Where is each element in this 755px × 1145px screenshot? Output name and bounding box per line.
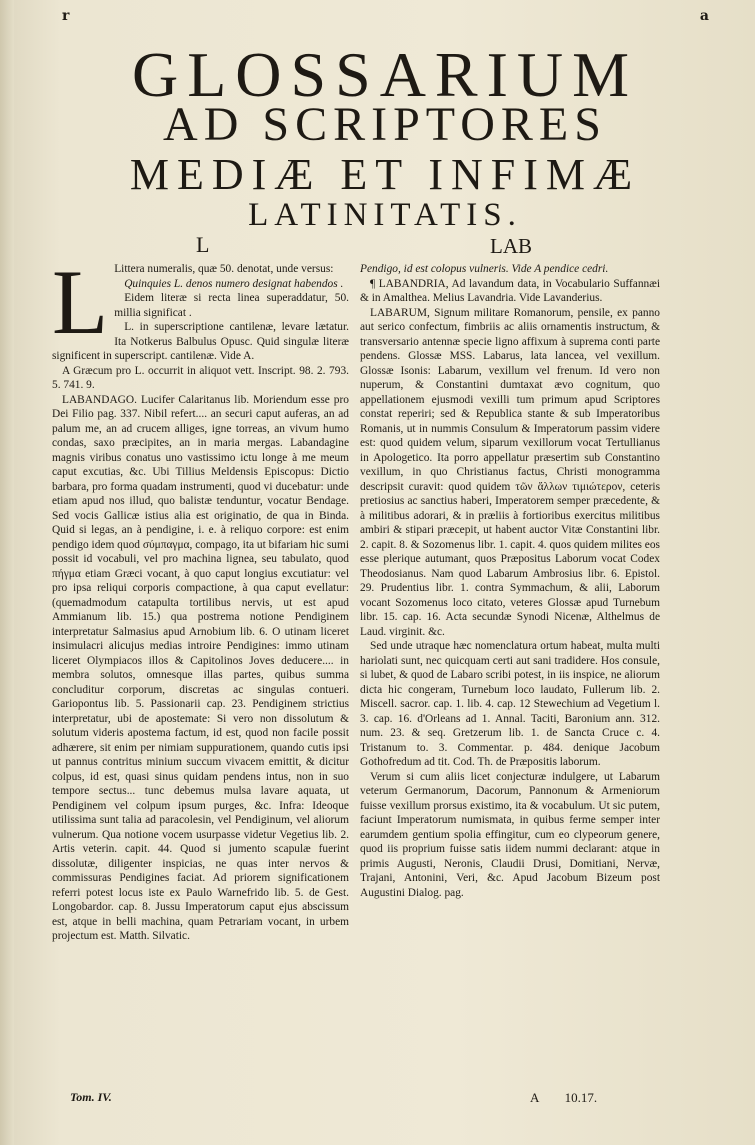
entry-paragraph: Eidem literæ si recta linea superaddatur, 50. millia significat . <box>114 292 349 319</box>
running-head-left: L <box>196 232 210 257</box>
entry-paragraph: L. in superscriptione cantilenæ, levare lætatur. Ita Notkerus Balbulus Opusc. Quid singulæ literæ significent in superscript. cantilenæ. Vide A. <box>52 321 349 362</box>
entry-paragraph: ¶ LABANDRIA, Ad lavandum data, in Vocabulario Suffannæi & in Amalthea. Melius Lavandria. Vide Lavanderius. <box>360 277 660 304</box>
entry-paragraph: Quinquies L. denos numero designat habendos . <box>124 277 344 290</box>
title-line-3: MEDIÆ ET INFIMÆ <box>129 150 641 199</box>
entry-paragraph: LABANDAGO. Lucifer Calaritanus lib. Moriendum esse pro Dei Filio pag. 337. Nibil refert.... an securi caput auferas, an ad palum me, an ad crucem alliges, igne torreas, an vivum humo condas, saxo præcipites, an in maria mergas. Labandagine magnis viribus conatus uno vastissimo ictu longe à me meum caput excutias, &c. Ubi Tillius Meldensis Episcopus: Dictio barbara, pro forma quadam instrumenti, quod vi ducebatur: unde etiam apud nos illud, quo balistæ tenduntur, vocatur Bendage. Sed vocis Gallicæ istius alia est originatio, de qua in Binda. Quid si legas, an à pendigine, i. e. à reliquo corpore: est enim pendigo idem quod σύμπαγμα, compago, ita ut bifariam hic sumi possit id vocabuli, vel pro machina lignea, seu tabulato, quod πήγμα etiam Græci vocant, à quo caput longius excutiatur: vel pro ipsa reliqui corporis compactione, à qua caput evellatur: (quemadmodum catapulta tortilibus nervis, ut est apud Ammianum lib. 15.) qua postrema notione Pendiginem interpretatur Salmasius apud Arnobium lib. 6. O utinam liceret insimulacri alicujus medias introire Pendigines: immo utinam liceret Olympiacos illos & Capitolinos Joves deducere.... in membra solutos, omnesque illas partes, quibus summa concluditur corporum, discretas ac singulas contueri. Gariopontus lib. 5. Passionarii cap. 23. Pendiginem strictius interpretatur, ubi de apostemate: Si vero non dissolutum & solutum videris apostema factum, id est, quod non facile possit adhærere, sit enim per nimiam suppurationem, quando cutis ipsi ut pannus contritus minium succum vivacem emittit, & dicitur colpus, id est, quasi sinus quidam pendens intus, non in suo tempore sectus... tunc debemus mulsa lavare aquata, ut Pendiginem vel colpum ipsum purges, &c. Infra: Ideoque utilissima sunt talia ad paracolesin, vel Pendiginum, vel aliorum vulnerum. Qua notione vocem usurpasse videtur Vegetius lib. 2. Artis veterin. capit. 44. Quod si jumento scapulæ fuerint dissolutæ, diligenter inspicias, ne quas inter nervos & commissuras Pendigines faciat. Ad priorem significationem referri potest locus iste ex Paulo Warnefrido lib. 5. de Gest. Longobardor. cap. 8. Jussu Imperatorum caput ejus abscissum est, atque in belli machina, quam Petrariam vocant, in urbem projectum est. Matth. Silvatic. <box>52 393 349 942</box>
title-line-1: GLOSSARIUM <box>131 39 639 110</box>
corner-mark-right: a <box>699 8 709 24</box>
left-column <box>52 262 349 1082</box>
title-line-2: AD SCRIPTORES <box>163 98 607 151</box>
page-binding-shadow <box>0 0 14 1145</box>
entry-paragraph: Littera numeralis, quæ 50. denotat, unde versus: <box>114 263 334 275</box>
entry-paragraph: Pendigo, id est colopus vulneris. Vide A pendice cedri. <box>360 263 609 275</box>
footer-catchword: A 10.17. <box>530 1090 598 1105</box>
entry-paragraph: LABARUM, Signum militare Romanorum, pensile, ex panno aut serico confectum, fimbriis ac aliis ornamentis instructum, & transversario antennæ specie ligno affixum à suprema conti parte pendens. Glossæ MSS. Labarus, lata lancea, vel vexillum. Glossæ Isonis: Labarum, vexillum vel frenum. Id vero non nuperum, & Constantini dumtaxat ævo cognitum, quo appellationem ejusmodi vexilli tum primum apud Scriptores constat reperiri; sed & Republica stante & sub Imperatoribus Romanis, ut in nummis Consulum & Imperatorum passim videre est: quod quidem velum, siparum vexillorum vocat Tertullianus in Apologetico. Ita porro appellatur præsertim sub Constantino vexillum, in quo Christianus factus, Christi monogramma descripsit curavit: quod quidem τῶν ἄλλων τιμιώτερον, ceteris pretiosius ac sanctius haberi, Imperatorem semper præcedente, & à militibus adorari, & in præliis à fortioribus exercitus militibus ambiri & stipari præcepit, ut habent auctor Vitæ Constantini libr. 2. capit. 8. & Sozomenus libr. 1. capit. 4. quos quidem milites eos esse plerique autumant, quos Præpositus Laborum vocat Codex Theodosianus. Nam quod Labarum Ambrosius libr. 6. Epistol. 29. Prudentius libr. 1. contra Symmachum, & alii, Laborum vocant Sozomenus loco citato, veteres Glossæ apud Turnebum libr. 15. cap. 16. Acta secundæ Synodi Nicenæ, Althelmus de Laud. virginit. &c. <box>360 306 660 638</box>
title-line-4: LATINITATIS. <box>248 197 522 233</box>
entry-paragraph: Sed unde utraque hæc nomenclatura ortum habeat, multa multi hariolati sunt, nec quicquam certi aut sani tradidere. Hos consule, si lubet, & quod de Labaro scribi potest, in iis inspice, ne aliorum dicta hic congeram, Turnebum loco laudato, Fullerum lib. 2. Miscell. sacror. cap. 1. lib. 4. cap. 12 Stewechium ad Vegetium l. 3. cap. 16. d'Orleans ad 1. Annal. Taciti, Baronium ann. 312. num. 23. & seq. Gretzerum lib. 1. de Sancta Cruce c. 4. Tristanum to. 3. Commentar. p. 484. denique Jacobum Gothofredum ad tit. Cod. Th. de Præpositis laborum. <box>360 640 660 768</box>
right-column <box>360 262 660 1062</box>
entry-paragraph: Verum si cum aliis licet conjecturæ indulgere, ut Labarum veterum Germanorum, Dacorum, Pannonum & Armeniorum fuisse vexillum prorsus existimo, ita & vocabulum. Ut sic putem, faciunt Imperatorum numismata, in quibus ferme semper inter earumdem gentium spolia effingitur, cum eo clypeorum genere, quod iis proprium fuisse satis iidem nummi declarant: atque in primis Augusti, Neronis, Claudii Drusi, Domitiani, Nervæ, Trajani, Antonini, Veri, &c. Apud Jacobum Bizeum post Augustini Dialog. pag. <box>360 770 660 899</box>
drop-cap: L <box>52 262 109 353</box>
corner-mark-left: r <box>62 8 70 24</box>
running-head-right: LAB <box>490 234 532 258</box>
footer-signature: Tom. IV. <box>70 1090 112 1104</box>
entry-paragraph: A Græcum pro L. occurrit in aliquot vett. Inscript. 98. 2. 793. 5. 741. 9. <box>52 364 349 391</box>
